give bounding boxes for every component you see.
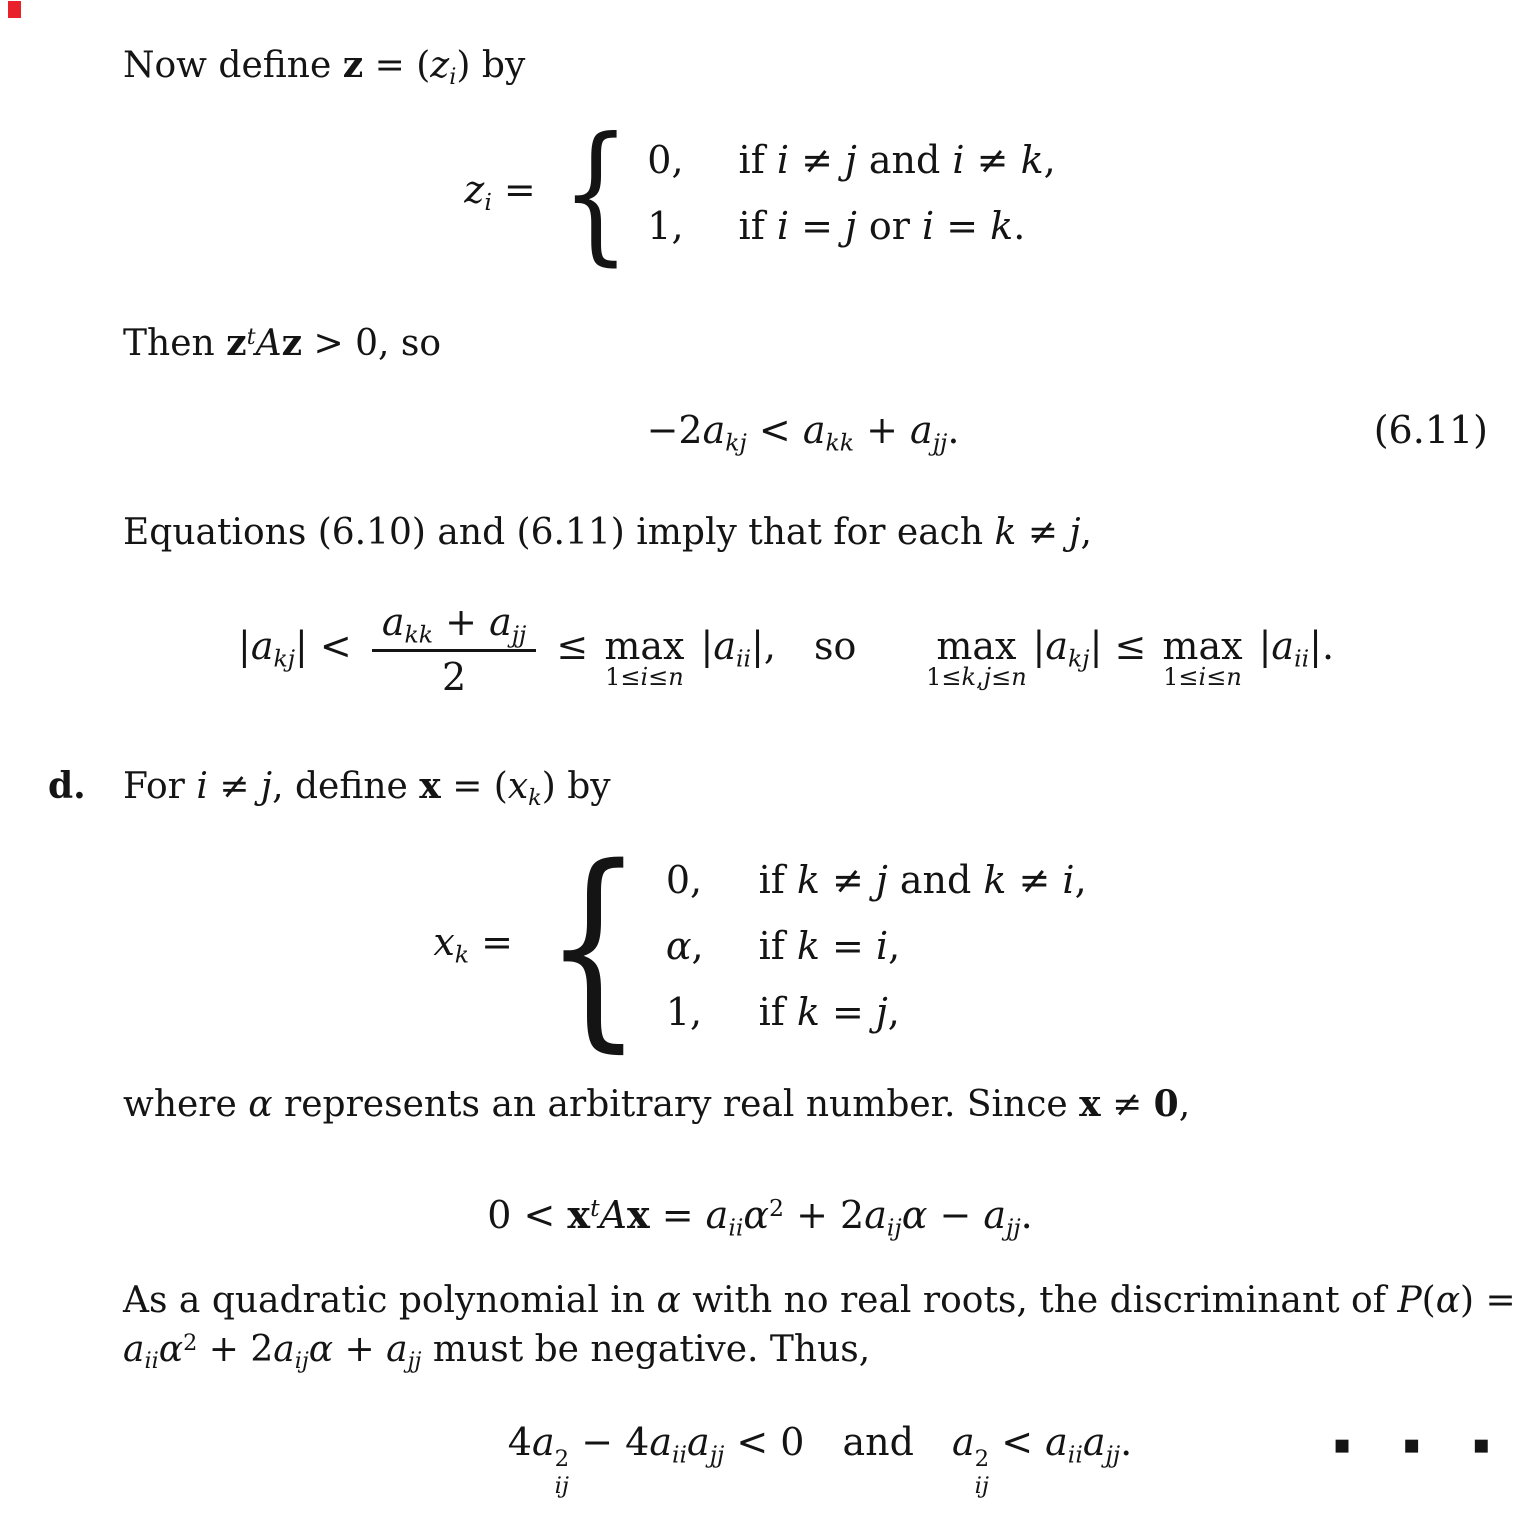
paragraph-equations-imply: Equations (6.10) and (6.11) imply that for each k ≠ j, — [123, 512, 1092, 553]
paragraph-discriminant-line1: As a quadratic polynomial in α with no real roots, the discriminant of P(α) = — [123, 1280, 1516, 1321]
qed-square: ▪ — [1402, 1430, 1421, 1460]
qed-squares — [1333, 1430, 1490, 1460]
paragraph-for-define-x: For i ≠ j, define $x = (x_k)$ by — [123, 765, 611, 812]
cases-brace: { — [544, 820, 643, 1071]
paragraph-then-zaz: Then $z^tAz > 0$, so — [123, 322, 442, 364]
equation-zi-cases: $z_i$ = { 0, if i ≠ j and i ≠ k, 1, if i = j or i = k. — [464, 106, 1056, 280]
scan-red-mark — [8, 1, 21, 18]
equation-xk-cases: $x_k$ = { 0, if k ≠ j and k ≠ i, α, if k = i, 1, if k = j, — [433, 820, 1087, 1071]
paragraph-now-define: Now define $z = (z_i)$ by — [123, 44, 526, 91]
equation-final-inequalities: 4a 2 ij − $4a_{ii}a_{jj} < 0$ and a 2 ij < $a_{ii}a_{jj}$. — [507, 1420, 1133, 1499]
qed-square: ▪ — [1472, 1430, 1490, 1460]
paragraph-where-alpha: where α represents an arbitrary real number. Since x ≠ 0, — [123, 1083, 1191, 1125]
equation-6-11-row — [118, 408, 1488, 457]
equation-6-11: $-2a_{kj} < a_{kk} + a_{jj}$. — [646, 408, 960, 457]
equation-max-bound: $|a_{kj}|$ < $\frac{a_{kk} + a_{jj}}{2}$ ≤ max 1≤i≤n $|a_{ii}|$, so max 1≤k,j≤n $|a_{kj}| \le \max$ 1≤i≤n $|a_{ii}|$. — [238, 600, 1335, 699]
paragraph-discriminant-line2: $a_{ii}\alpha^2 + 2a_{ij}\alpha + a_{jj}$ must be negative. Thus, — [123, 1329, 871, 1375]
cases-brace: { — [561, 106, 630, 280]
qed-square: ▪ — [1333, 1430, 1351, 1460]
equation-number-6-11: (6.11) — [1373, 408, 1488, 452]
section-d-label: d. — [48, 765, 86, 807]
equation-quadratic-form: $0 < x^tAx = a_{ii}\alpha^2 + 2a_{ij}\alpha - a_{jj}$. — [487, 1192, 1033, 1242]
